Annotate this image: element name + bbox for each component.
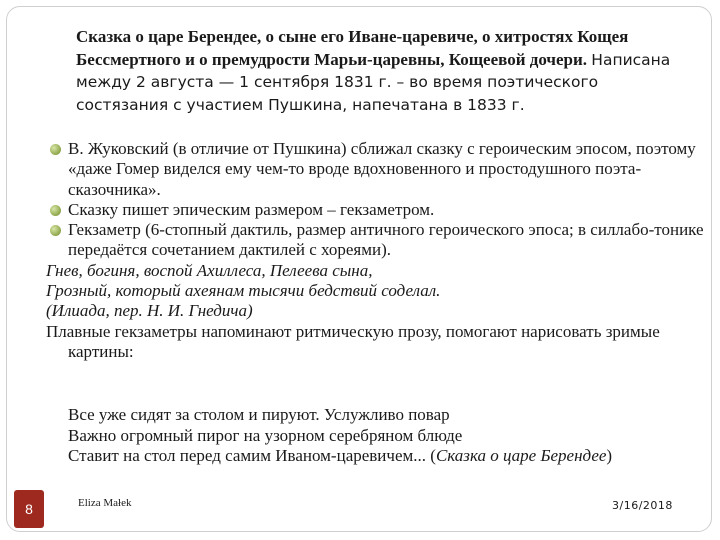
- spacer: [46, 362, 712, 405]
- bullet-icon: [50, 205, 61, 216]
- page-number: 8: [25, 501, 33, 517]
- title-plain-text: Написана между 2 августа — 1 сентября 1831 г. – во время поэтического состязания с участием Пушкина, напечатана в 1833 г.: [76, 50, 671, 114]
- bullet-icon: [50, 144, 61, 155]
- poem-line-3-text: Ставит на стол перед самим Иваном-царевичем... (: [68, 445, 436, 465]
- poem-line-3: [46, 446, 712, 466]
- poem-source: Сказка о царе Берендее: [435, 445, 607, 465]
- slide-content: [46, 139, 712, 466]
- slide-title: [76, 26, 686, 116]
- bullet-text: Гекзаметр (6-стопный дактиль, размер античного героического эпоса; в силлабо-тонике передаётся сочетанием дактилей с хореями).: [68, 220, 704, 260]
- page-number-badge: [14, 490, 44, 528]
- poem-line-1: Все уже сидят за столом и пируют. Услужливо повар: [68, 405, 450, 425]
- iliad-line-2: Грозный, который ахеянам тысячи бедствий соделал.: [46, 281, 441, 301]
- iliad-source: (Илиада, пер. Н. И. Гнедича): [46, 301, 253, 321]
- bullet-item: [46, 220, 712, 261]
- bullet-icon: [50, 225, 61, 236]
- footer-author: Eliza Małek: [78, 497, 132, 509]
- title-bold-text: Сказка о царе Берендее, о сыне его Иване-царевиче, о хитростях Кощея Бессмертного и о премудрости Марьи-царевны, Кощеевой дочери.: [76, 27, 629, 69]
- bullet-item: [46, 200, 712, 220]
- footer-date: 3/16/2018: [612, 499, 673, 512]
- bullet-item: [46, 139, 712, 200]
- bullet-text: В. Жуковский (в отличие от Пушкина) сближал сказку с героическим эпосом, поэтому «даже Гомер виделся ему чем-то вроде вдохновенного и простодушного поэта- сказочника».: [68, 139, 696, 199]
- paragraph-text: Плавные гекзаметры напоминают ритмическую прозу, помогают нарисовать зримые картины:: [46, 321, 660, 361]
- poem-line-3-close: ): [606, 445, 613, 465]
- poem-line-2: Важно огромный пирог на узорном серебряном блюде: [68, 425, 463, 445]
- bullet-text: Сказку пишет эпическим размером – гекзаметром.: [68, 199, 435, 219]
- iliad-line-1: Гнев, богиня, воспой Ахиллеса, Пелеева сына,: [46, 260, 373, 280]
